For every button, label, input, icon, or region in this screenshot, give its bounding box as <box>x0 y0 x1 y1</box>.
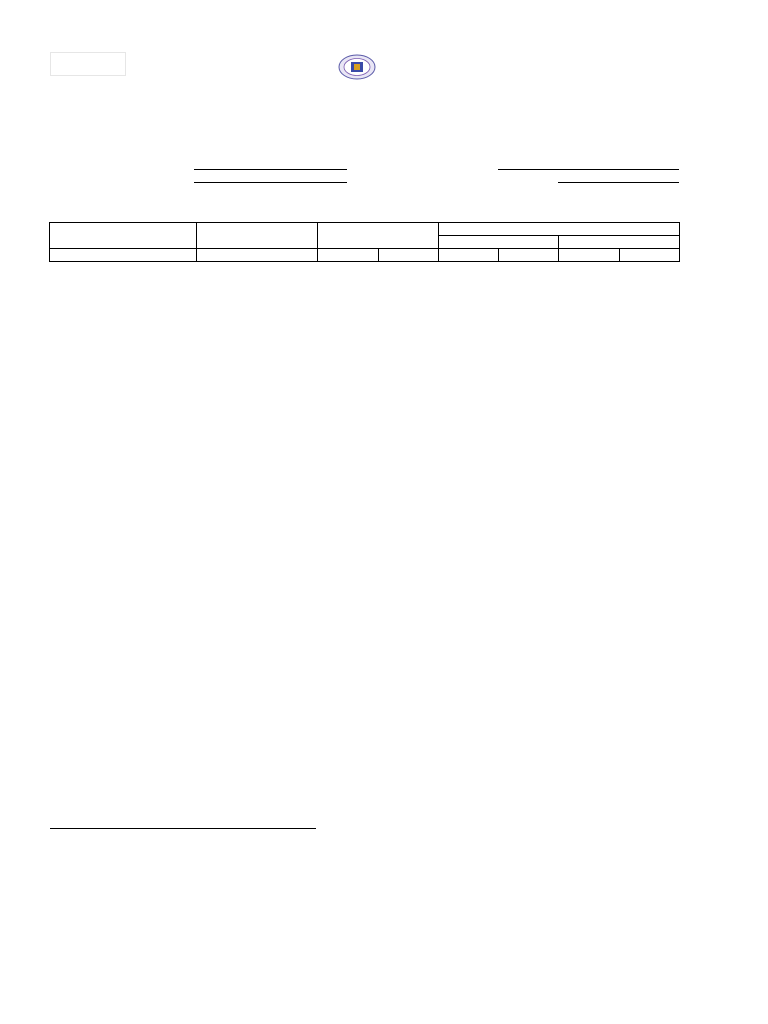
col-header-gt14 <box>438 236 559 249</box>
rehiyon-value <box>558 182 679 183</box>
col-header-marka <box>438 223 679 236</box>
col-header-enrollment <box>318 223 439 249</box>
deped-seal-icon <box>338 54 376 80</box>
header-m-enrollment <box>318 249 378 262</box>
col-header-baitang <box>50 223 197 249</box>
sangay-value <box>498 169 679 170</box>
col-header-seksiyon <box>196 223 318 249</box>
document-stamp <box>50 52 126 76</box>
header-m-lt14 <box>559 249 619 262</box>
distrito-value <box>194 182 347 183</box>
blank-cell <box>196 249 318 262</box>
col-header-lt14 <box>559 236 680 249</box>
reading-table-top <box>49 222 680 262</box>
header-f-enrollment <box>378 249 438 262</box>
signature-line <box>50 828 316 829</box>
paaralan-value <box>194 169 347 170</box>
header-f-lt14 <box>619 249 679 262</box>
header-m-gt14 <box>438 249 498 262</box>
header-f-gt14 <box>499 249 559 262</box>
blank-cell <box>50 249 197 262</box>
